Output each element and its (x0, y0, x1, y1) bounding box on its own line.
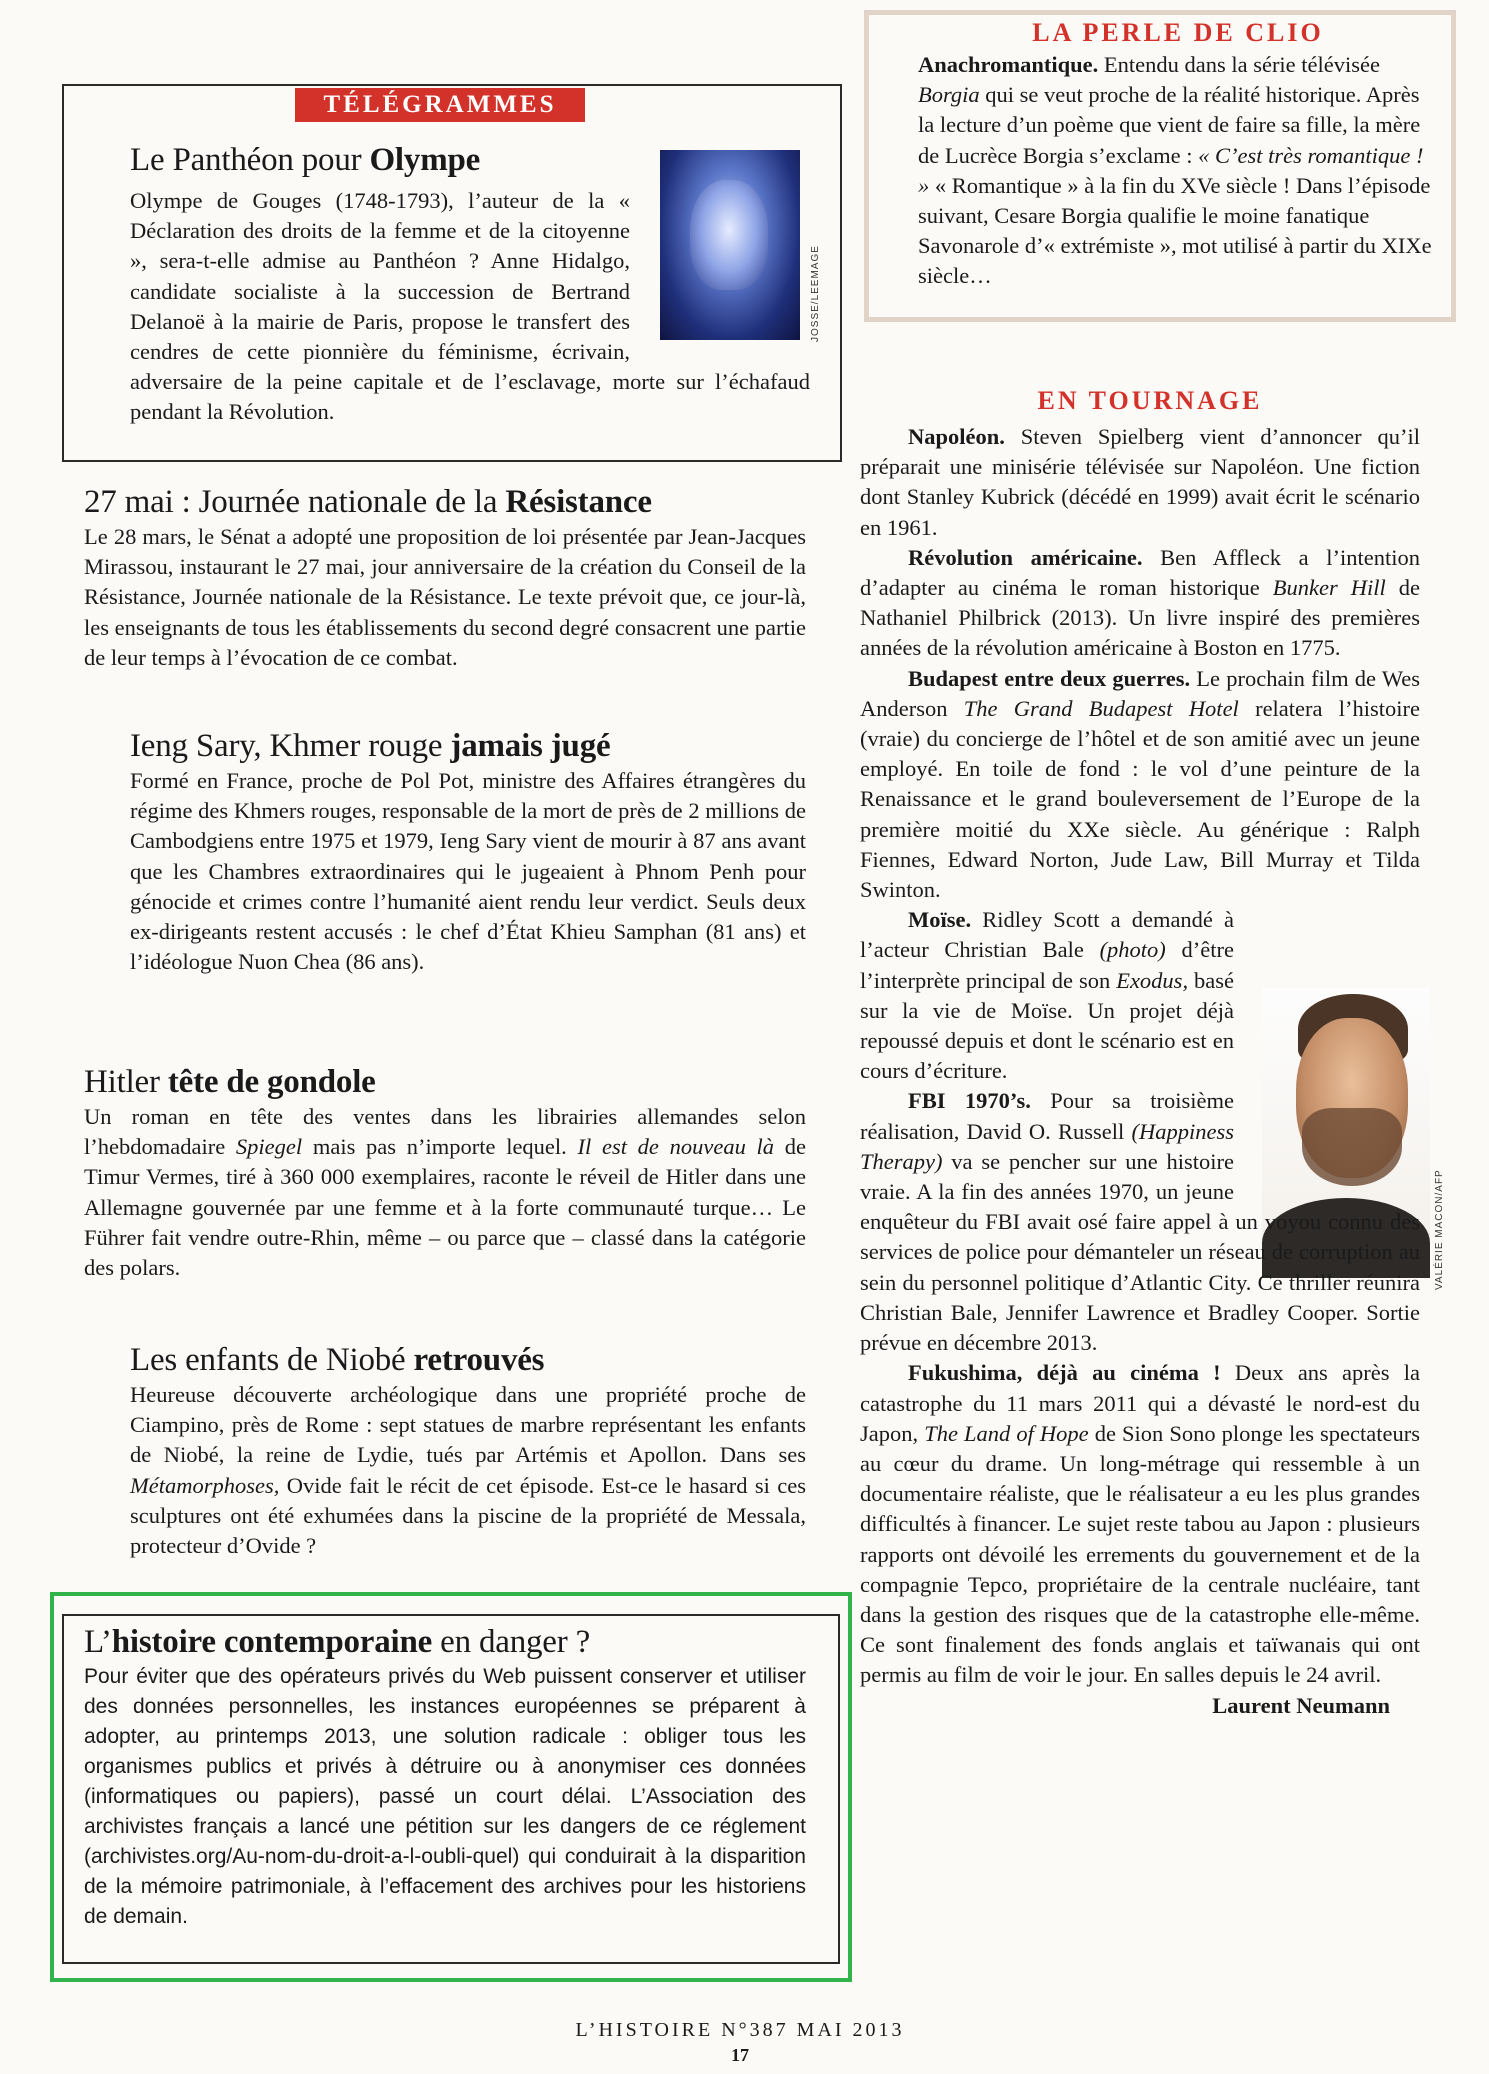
olympe-headline-plain: Le Panthéon pour (130, 142, 370, 178)
fbi-body-part: va se pencher sur une histoire vraie. A la fin des années 1970, un jeune enquêteur du FBI avait osé faire appel à un voyou connu des services de police pour démanteler un réseau de corruption au sein du personnel politique d’Atlantic City. Ce thriller réunira Christian Bale, Jennifer Lawrence et Bradley Cooper. Sortie prévue en décembre 2013. (860, 1148, 1420, 1356)
clio-body-part: « Romantique » à la fin du XVe siècle ! Dans l’épisode suivant, Cesare Borgia qualifie le moine fanatique Savonarole d’« extrémiste », mot utilisé à partir du XIXe siècle… (918, 172, 1432, 289)
archives-headline-plain: L’ (84, 1624, 112, 1660)
bale-float-spacer (1234, 907, 1420, 1207)
niobe-body (130, 1380, 806, 1561)
moise-lead: Moïse. (908, 907, 972, 933)
hitler-headline (84, 1062, 806, 1102)
moise-body-part: d’être l’interprète principal de son (860, 937, 1234, 993)
resistance-headline (84, 482, 806, 522)
ieng-headline (130, 726, 806, 766)
resistance-body: Le 28 mars, le Sénat a adopté une proposition de loi présentée par Jean-Jacques Mirassou, instaurant le 27 mai, jour anniversaire de la création du Conseil de la Résistance, Journée nationale de la Résistance. Le texte prévoit que, ce jour-là, les enseignants de tous les établissements du second degré consacrent une partie de leur temps à l’évocation de ce combat. (84, 524, 806, 670)
revolution-body-part: Ben Affleck a l’intention d’adapter au cinéma le roman historique (860, 544, 1420, 601)
fukushima-item (860, 1358, 1420, 1690)
hitler-body-part: de Timur Vermes, tiré à 360 000 exemplaires, raconte le réveil de Hitler dans une Allemagne gouvernée par une femme et à la forte communauté turque… Le Führer fait vendre outre-Rhin, même – ou parce que – classé dans la catégorie des polars. (84, 1134, 806, 1281)
budapest-item (860, 664, 1420, 906)
article-archives (84, 1622, 806, 1932)
olympe-headline (130, 140, 650, 180)
telegrammes-label: TÉLÉGRAMMES (295, 88, 585, 122)
napoleon-lead: Napoléon. (908, 424, 1005, 449)
article-resistance (84, 482, 806, 673)
resistance-headline-plain: 27 mai : Journée nationale de la (84, 484, 506, 520)
budapest-body-italic: The Grand Budapest Hotel (963, 695, 1239, 721)
clio-body-part: Entendu dans la série télévisée (1098, 52, 1381, 77)
napoleon-body: Steven Spielberg vient d’annoncer qu’il préparait une minisérie télévisée sur Napoléon. Une fiction dont Stanley Kubrick (décédé en 1999) avait écrit le scénario en 1961. (860, 424, 1420, 540)
page-number: 17 (731, 2045, 749, 2065)
resistance-headline-bold: Résistance (505, 484, 652, 520)
clio-section (918, 16, 1438, 292)
moise-body-part: basé sur la vie de Moïse. Un projet déjà repoussé depuis et dont le scénario est en cours d’écriture. (860, 967, 1235, 1084)
archives-headline-plain: en danger ? (432, 1624, 591, 1660)
article-hitler (84, 1062, 806, 1283)
niobe-headline-plain: Les enfants de Niobé (130, 1342, 414, 1378)
fbi-body-italic: (Happiness Therapy) (860, 1118, 1234, 1174)
clio-body-italic: Borgia (918, 82, 980, 108)
niobe-body-part: Ovide fait le récit de cet épisode. Est-ce le hasard si ces sculptures ont été exhumées dans la piscine de la propriété de Messala, protecteur d’Ovide ? (130, 1472, 806, 1559)
hitler-body (84, 1102, 806, 1283)
moise-body-italic: (photo) (1099, 937, 1166, 963)
moise-body-part: Ridley Scott a demandé à l’acteur Christian Bale (860, 907, 1234, 963)
olympe-headline-bold: Olympe (369, 142, 481, 178)
fbi-lead: FBI 1970’s. (908, 1088, 1031, 1114)
fbi-body-part: Pour sa troisième réalisation, David O. Russell (860, 1088, 1234, 1144)
fukushima-body-part: Deux ans après la catastrophe du 11 mars 2011 qui a dévasté le nord-est du Japon, (860, 1360, 1420, 1446)
author-signature: Laurent Neumann (1212, 1692, 1390, 1718)
article-olympe (130, 140, 650, 180)
revolution-item (860, 543, 1420, 664)
hitler-body-part: mais pas n’importe lequel. (302, 1134, 578, 1160)
hitler-body-part: Un roman en tête des ventes dans les librairies allemandes selon l’hebdomadaire (84, 1104, 806, 1160)
hitler-body-italic: Il est de nouveau là (577, 1134, 775, 1160)
ieng-body: Formé en France, proche de Pol Pot, ministre des Affaires étrangères du régime des Khmers rouges, responsable de la mort de près de 2 millions de Cambodgiens entre 1975 et 1979, Ieng Sary vient de mourir à 87 ans avant que les Chambres extraordinaires qui le jugeaient à Phnom Penh pour génocide et crimes contre l’humanité aient rendu leur verdict. Seuls deux ex-dirigeants restent accusés : le chef d’État Khieu Samphan (81 ans) et l’idéologue Nuon Chea (86 ans). (130, 768, 806, 975)
revolution-body-italic: Bunker Hill (1272, 575, 1386, 601)
hitler-body-italic: Spiegel (235, 1134, 303, 1160)
clio-body-italic: « C’est très romantique ! » (918, 142, 1424, 198)
olympe-body: Olympe de Gouges (1748-1793), l’auteur de la « Déclaration des droits de la femme et de la citoyenne », sera-t-elle admise au Panthéon ? Anne Hidalgo, candidate socialiste à la succession de Bertrand Delanoë à la mairie de Paris, propose le transfert des cendres de cette pionnière du féminisme, écrivain, adversaire de la peine capitale et de l’esclavage, morte sur l’échafaud pendant la Révolution. (130, 188, 810, 425)
revolution-body-part: de Nathaniel Philbrick (2013). Un livre inspiré des premières années de la révolution américaine à Boston en 1775. (860, 575, 1420, 661)
ieng-headline-bold: jamais jugé (450, 728, 611, 764)
fukushima-body-italic: The Land of Hope (924, 1420, 1089, 1446)
olympe-photo-credit: JOSSE/LEEMAGE (810, 245, 821, 342)
napoleon-item (860, 422, 1420, 543)
fukushima-lead: Fukushima, déjà au cinéma ! (908, 1360, 1221, 1386)
budapest-body-part: relatera l’histoire (vraie) du concierge de l’hôtel et de son amitié avec un jeune employé. En toile de fond : le vol d’une peinture de la Renaissance et le grand bouleversement de l’Europe de la première moitié du XXe siècle. Au générique : Ralph Fiennes, Edward Norton, Jude Law, Bill Murray et Tilda Swinton. (860, 695, 1421, 903)
niobe-body-part: Heureuse découverte archéologique dans une propriété proche de Ciampino, près de Rome : sept statues de marbre représentant les enfants de Niobé, la reine de Lydie, tués par Artémis et Apollon. Dans ses (130, 1382, 806, 1468)
clio-title: LA PERLE DE CLIO (1032, 18, 1324, 47)
tournage-column (860, 422, 1420, 1721)
moise-body-italic: Exodus, (1116, 967, 1189, 993)
olympe-float-spacer (630, 186, 810, 344)
niobe-body-italic: Métamorphoses, (130, 1472, 280, 1498)
fukushima-body-part: de Sion Sono plonge les spectateurs au cœur du drame. Un long-métrage qui ressemble à un documentaire réaliste, que le réalisateur a eu les plus grandes difficultés à financer. Le sujet reste tabou au Japon : plusieurs rapports ont dévoilé les errements du gouvernement et de la compagnie Tepco, propriétaire de la centrale nucléaire, tant dans la gestion des risques que de la catastrophe elle-même. Ce sont finalement des fonds anglais et taïwanais qui ont permis au film de voir le jour. En salles depuis le 24 avril. (860, 1420, 1420, 1688)
budapest-body-part: Le prochain film de Wes Anderson (860, 665, 1420, 721)
tournage-title: EN TOURNAGE (1037, 386, 1263, 415)
olympe-body-wrap (130, 186, 810, 428)
revolution-lead: Révolution américaine. (908, 544, 1143, 570)
clio-body (918, 50, 1438, 292)
hitler-headline-plain: Hitler (84, 1064, 168, 1100)
archives-headline (84, 1622, 806, 1662)
hitler-headline-bold: tête de gondole (167, 1064, 376, 1100)
archives-body: Pour éviter que des opérateurs privés du Web puissent conserver et utiliser des données personnelles, les instances européennes se préparent à adopter, au printemps 2013, une solution radicale : obliger tous les organismes publics et privés à détruire ou à anonymiser ces données (informatiques ou papiers), passé un court délai. L’Association des archivistes français a lancé une pétition sur les dangers de ce réglement (archivistes.org/Au-nom-du-droit-a-l-oubli-quel) qui conduirait à la disparition de la mémoire patrimoniale, à l’effacement des archives pour les historiens de demain. (84, 1665, 806, 1928)
article-ieng-sary (130, 726, 806, 977)
niobe-headline (130, 1340, 806, 1380)
archives-headline-bold: histoire contemporaine (111, 1624, 433, 1660)
magazine-footer: L’HISTOIRE N°387 MAI 2013 (575, 2019, 905, 2041)
budapest-lead: Budapest entre deux guerres. (908, 665, 1191, 691)
bale-photo-credit: VALÉRIE MACON/AFP (1434, 1169, 1445, 1290)
clio-body-part: qui se veut proche de la réalité historique. Après la lecture d’un poème que vient de faire sa fille, la mère de Lucrèce Borgia s’exclame : (918, 82, 1421, 168)
ieng-headline-plain: Ieng Sary, Khmer rouge (130, 728, 451, 764)
clio-lead: Anachromantique. (918, 52, 1099, 77)
article-niobe (130, 1340, 806, 1561)
niobe-headline-bold: retrouvés (413, 1342, 545, 1378)
